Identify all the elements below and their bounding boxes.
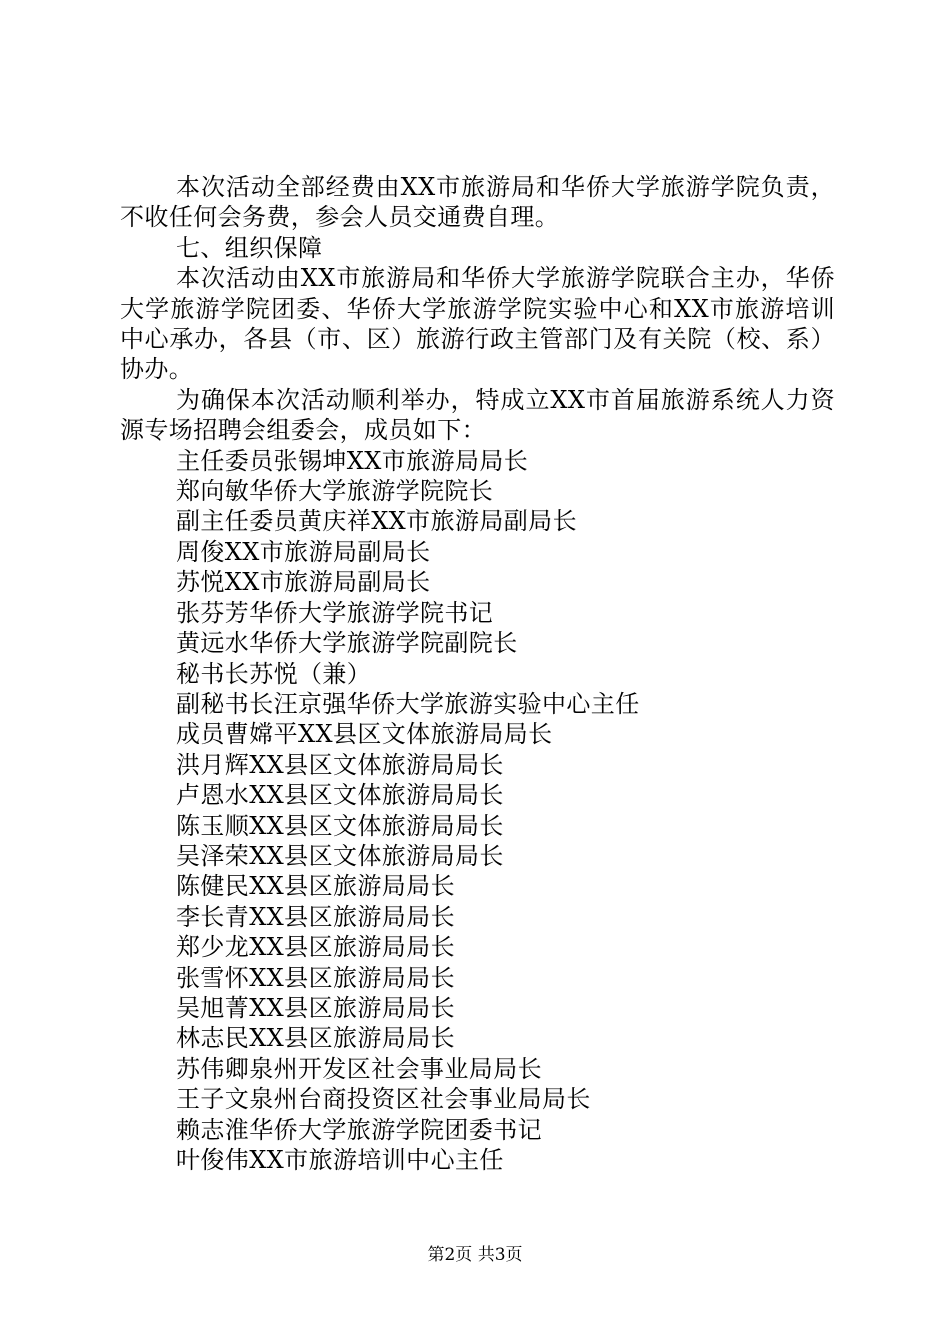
list-item: 苏悦XX市旅游局副局长: [176, 568, 431, 597]
list-item: 李长青XX县区旅游局局长: [176, 902, 455, 931]
list-item: 副秘书长汪京强华侨大学旅游实验中心主任: [176, 689, 640, 718]
list-item: 主任委员张锡坤XX市旅游局局长: [176, 446, 529, 475]
list-item: 赖志淮华侨大学旅游学院团委书记: [176, 1115, 542, 1144]
list-item: 洪月辉XX县区文体旅游局局长: [176, 750, 504, 779]
list-item: 吴泽荣XX县区文体旅游局局长: [176, 841, 504, 870]
list-item: 林志民XX县区旅游局局长: [176, 1024, 455, 1053]
list-item: 陈玉顺XX县区文体旅游局局长: [176, 811, 504, 840]
paragraph-funding: 本次活动全部经费由XX市旅游局和华侨大学旅游学院负责，不收任何会务费，参会人员交通费自理。: [120, 173, 835, 232]
paragraph-organizers: 本次活动由XX市旅游局和华侨大学旅游学院联合主办，华侨大学旅游学院团委、华侨大学旅游学院实验中心和XX市旅游培训中心承办，各县（市、区）旅游行政主管部门及有关院（校、系）协办。: [120, 264, 835, 384]
list-item: 黄远水华侨大学旅游学院副院长: [176, 629, 518, 658]
list-item: 秘书长苏悦（兼）: [176, 659, 372, 688]
list-item: 苏伟卿泉州开发区社会事业局局长: [176, 1054, 542, 1083]
list-item: 郑向敏华侨大学旅游学院院长: [176, 477, 494, 506]
list-item: 郑少龙XX县区旅游局局长: [176, 933, 455, 962]
document-body: [120, 172, 835, 1175]
committee-member-list: [120, 446, 835, 1176]
list-item: 张雪怀XX县区旅游局局长: [176, 963, 455, 992]
list-item: 张芬芳华侨大学旅游学院书记: [176, 598, 494, 627]
paragraph-committee-intro: 为确保本次活动顺利举办，特成立XX市首届旅游系统人力资源专场招聘会组委会，成员如下：: [120, 385, 835, 445]
list-item: 成员曹嫦平XX县区文体旅游局局长: [176, 720, 553, 749]
list-item: 副主任委员黄庆祥XX市旅游局副局长: [176, 507, 577, 536]
list-item: 吴旭菁XX县区旅游局局长: [176, 993, 455, 1022]
list-item: 周俊XX市旅游局副局长: [176, 537, 431, 566]
list-item: 王子文泉州台商投资区社会事业局局长: [176, 1085, 591, 1114]
page-footer: 第2页 共3页: [427, 1245, 523, 1265]
list-item: 卢恩水XX县区文体旅游局局长: [176, 781, 504, 810]
list-item: 陈健民XX县区旅游局局长: [176, 872, 455, 901]
list-item: 叶俊伟XX市旅游培训中心主任: [176, 1146, 504, 1174]
section-heading-organization: 七、组织保障: [176, 233, 323, 262]
